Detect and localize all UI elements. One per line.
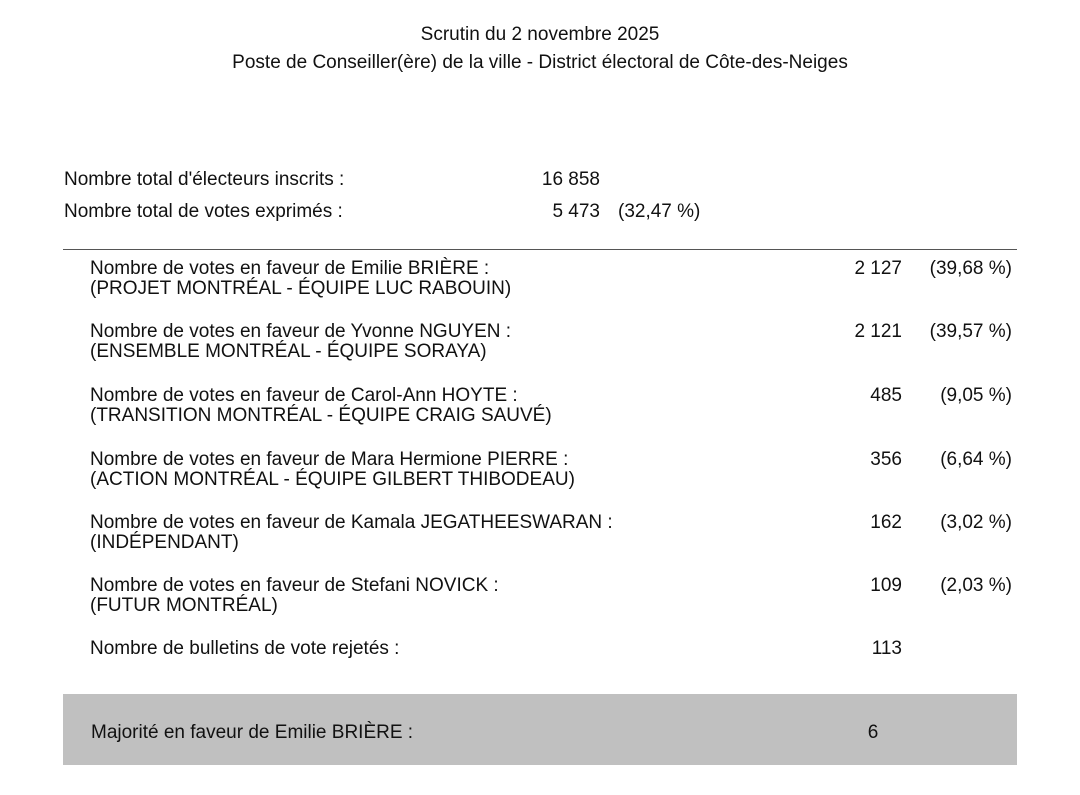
candidate-percentage: (9,05 %) <box>940 385 1012 406</box>
candidate-label: Nombre de votes en faveur de Mara Hermione PIERRE : <box>90 449 569 470</box>
candidate-label: Nombre de votes en faveur de Stefani NOVICK : <box>90 575 499 596</box>
registered-electors-value: 16 858 <box>541 169 600 190</box>
candidate-percentage: (39,57 %) <box>929 321 1012 342</box>
candidate-row <box>0 259 1080 309</box>
candidate-votes: 356 <box>870 449 902 470</box>
rejected-ballots-label: Nombre de bulletins de vote rejetés : <box>90 638 400 659</box>
candidate-row <box>0 513 1080 563</box>
majority-label: Majorité en faveur de Emilie BRIÈRE : <box>91 722 414 743</box>
candidate-votes: 109 <box>870 575 902 596</box>
candidate-party: (ACTION MONTRÉAL - ÉQUIPE GILBERT THIBODEAU) <box>90 469 575 490</box>
candidate-votes: 485 <box>870 385 902 406</box>
candidate-percentage: (2,03 %) <box>940 575 1012 596</box>
candidate-row <box>0 450 1080 500</box>
candidate-votes: 2 121 <box>854 321 902 342</box>
votes-cast-percentage: (32,47 %) <box>618 201 701 222</box>
candidate-label: Nombre de votes en faveur de Yvonne NGUYEN : <box>90 321 512 342</box>
candidate-row <box>0 576 1080 626</box>
rejected-ballots-row <box>0 639 1080 663</box>
candidate-percentage: (6,64 %) <box>940 449 1012 470</box>
candidate-percentage: (39,68 %) <box>929 258 1012 279</box>
candidate-party: (TRANSITION MONTRÉAL - ÉQUIPE CRAIG SAUVÉ) <box>90 405 552 426</box>
divider-line <box>63 249 1017 250</box>
candidate-party: (PROJET MONTRÉAL - ÉQUIPE LUC RABOUIN) <box>90 278 512 299</box>
majority-box <box>63 694 1017 765</box>
candidate-votes: 2 127 <box>854 258 902 279</box>
votes-cast-value: 5 473 <box>552 201 600 222</box>
candidate-party: (INDÉPENDANT) <box>90 532 239 553</box>
candidate-row <box>0 322 1080 372</box>
candidate-percentage: (3,02 %) <box>940 512 1012 533</box>
candidate-label: Nombre de votes en faveur de Emilie BRIÈRE : <box>90 258 490 279</box>
candidate-label: Nombre de votes en faveur de Carol-Ann HOYTE : <box>90 385 518 406</box>
results-subtitle: Poste de Conseiller(ère) de la ville - District électoral de Côte-des-Neiges <box>232 52 848 73</box>
rejected-ballots-value: 113 <box>871 638 902 659</box>
candidate-party: (ENSEMBLE MONTRÉAL - ÉQUIPE SORAYA) <box>90 341 487 362</box>
candidate-label: Nombre de votes en faveur de Kamala JEGATHEESWARAN : <box>90 512 613 533</box>
majority-value: 6 <box>867 722 879 743</box>
votes-cast-label: Nombre total de votes exprimés : <box>64 201 343 222</box>
results-title: Scrutin du 2 novembre 2025 <box>420 24 660 45</box>
candidate-party: (FUTUR MONTRÉAL) <box>90 595 278 616</box>
candidate-votes: 162 <box>870 512 902 533</box>
candidate-row <box>0 386 1080 436</box>
registered-electors-label: Nombre total d'électeurs inscrits : <box>64 169 345 190</box>
